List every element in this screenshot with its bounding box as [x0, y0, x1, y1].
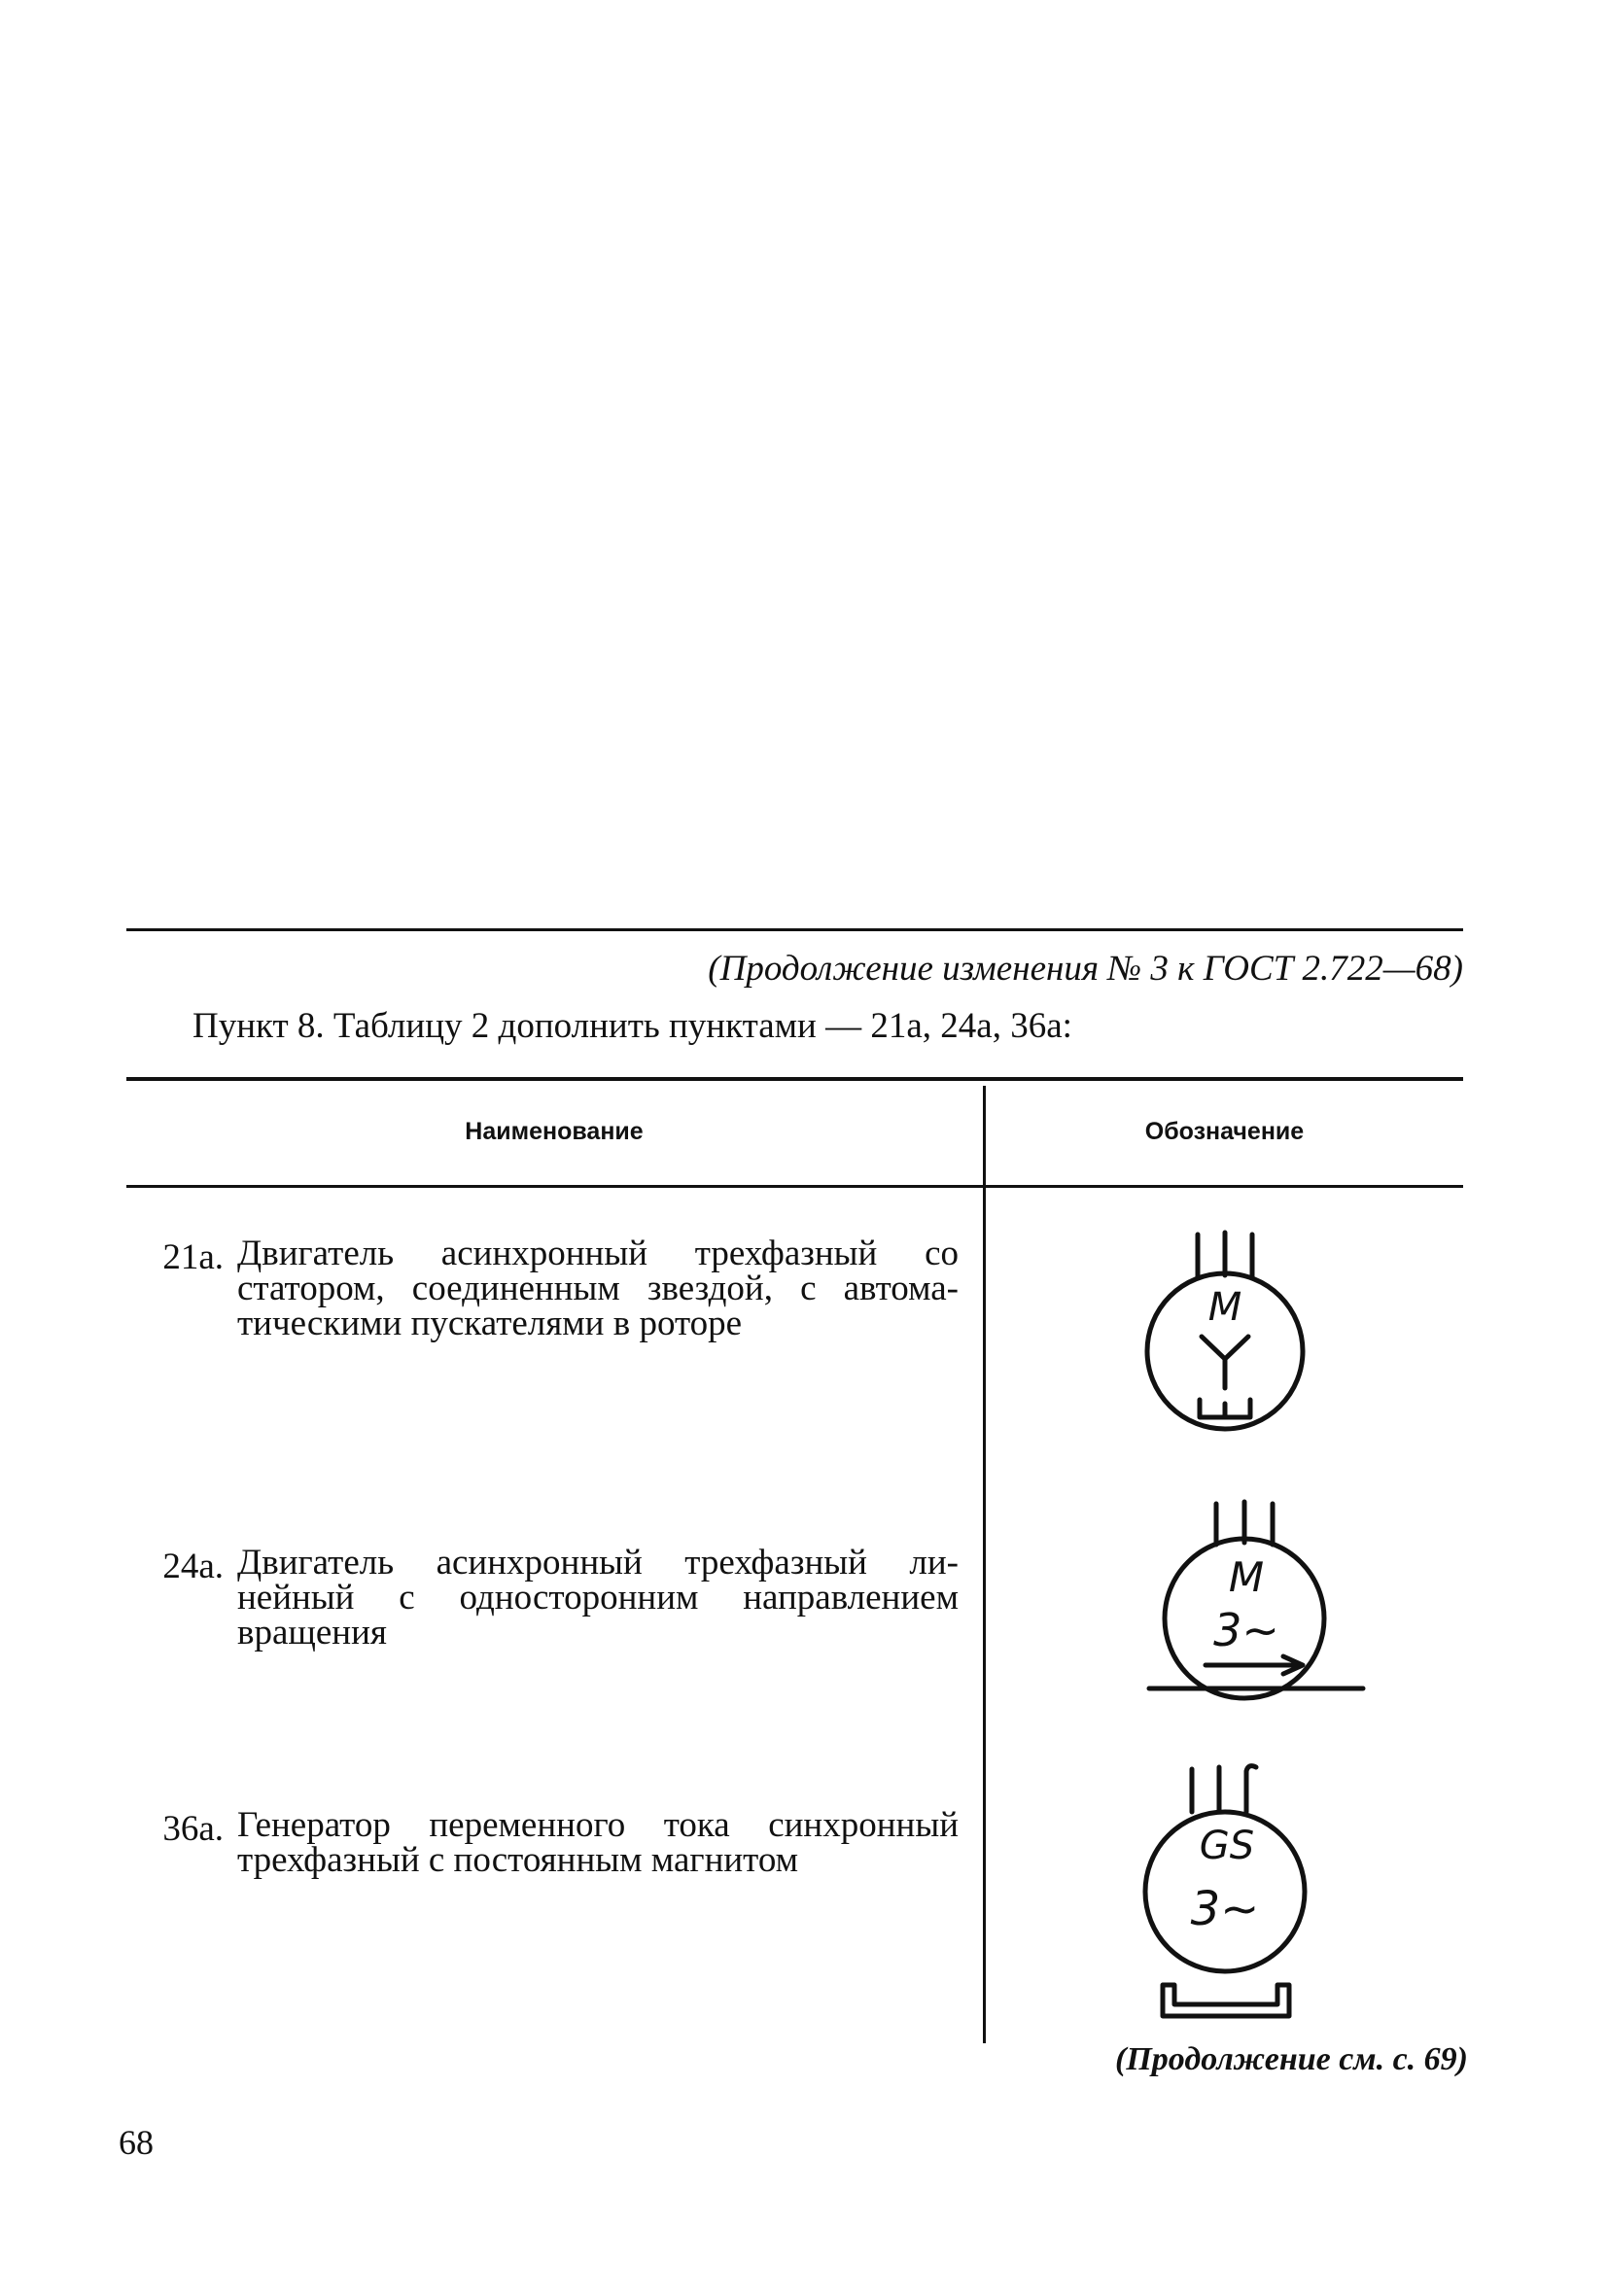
row-description	[237, 1543, 959, 1652]
table-top-rule	[126, 1077, 1463, 1081]
symbol-letter: M	[1228, 1553, 1265, 1601]
row-description-line: статором, соединенным звездой, с автома-	[237, 1269, 959, 1308]
async-motor-star-stator-icon	[1128, 1223, 1322, 1446]
row-description-line: Двигатель асинхронный трехфазный со	[237, 1234, 959, 1273]
row-description-line: нейный с односторонним направлением	[237, 1578, 959, 1618]
symbol-phase: 3~	[1213, 1604, 1279, 1656]
continuation-footer: (Продолжение см. с. 69)	[1115, 2041, 1468, 2077]
symbol-letter: M	[1207, 1285, 1242, 1330]
row-description-line: трехфазный с постоянным магнитом	[237, 1840, 799, 1880]
symbol-letter: GS	[1199, 1824, 1255, 1868]
row-number: 36а.	[162, 1809, 224, 1849]
page-number: 68	[119, 2123, 154, 2162]
column-header-name: Наименование	[465, 1118, 644, 1145]
row-number: 24а.	[162, 1547, 224, 1586]
row-description-line: вращения	[237, 1613, 387, 1652]
row-description	[237, 1236, 959, 1341]
continuation-header: (Продолжение изменения № 3 к ГОСТ 2.722—68)	[708, 949, 1463, 989]
intro-paragraph: Пункт 8. Таблицу 2 дополнить пунктами — 21а, 24а, 36а:	[192, 1006, 1072, 1046]
row-description-line: Генератор переменного тока синхронный	[237, 1805, 959, 1845]
top-rule	[126, 928, 1463, 931]
column-divider	[983, 1086, 986, 2043]
row-description-line: Двигатель асинхронный трехфазный ли-	[237, 1543, 959, 1583]
sync-generator-permanent-magnet-icon	[1128, 1757, 1322, 2035]
symbol-phase: 3~	[1190, 1882, 1260, 1936]
row-description-line: тическими пускателями в роторе	[237, 1304, 743, 1343]
column-header-symbol: Обозначение	[1144, 1118, 1305, 1145]
linear-async-motor-icon	[1137, 1492, 1381, 1716]
row-number: 21а.	[162, 1237, 224, 1277]
row-description	[237, 1805, 959, 1880]
header-divider-rule	[126, 1185, 1463, 1188]
